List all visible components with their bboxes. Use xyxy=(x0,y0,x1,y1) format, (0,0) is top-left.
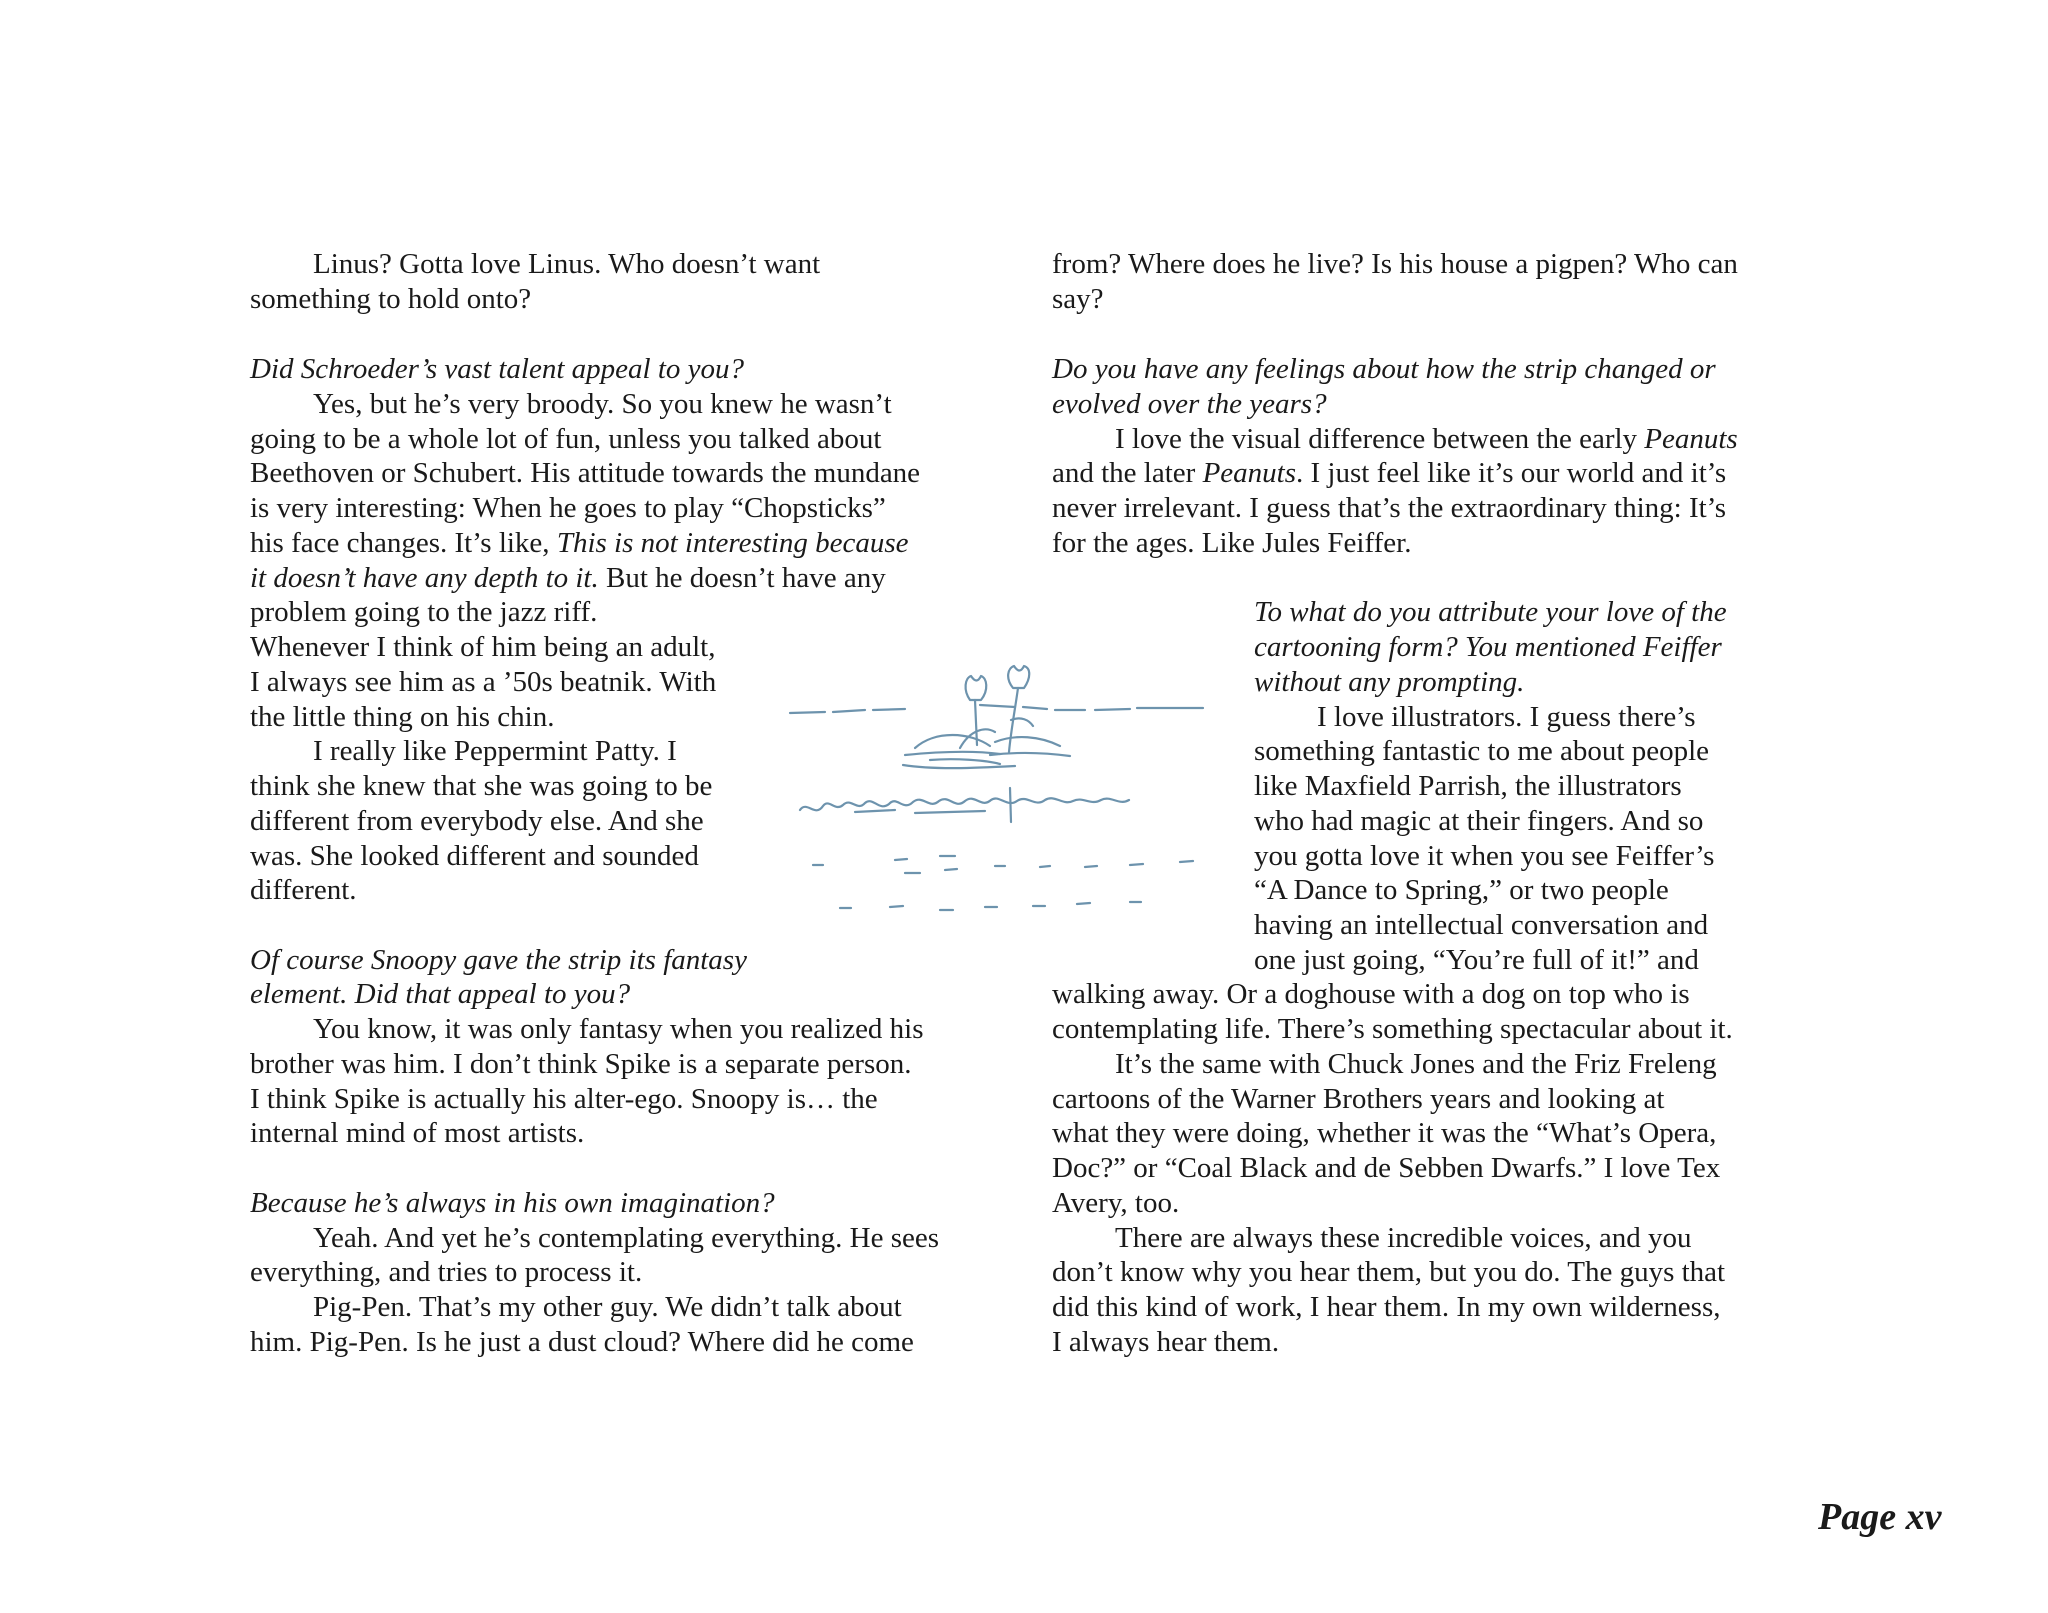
text-line: for the ages. Like Jules Feiffer. xyxy=(1052,527,1412,559)
interview-question: Do you have any feelings about how the strip changed or xyxy=(1052,353,1716,385)
italic-fragment: Peanuts xyxy=(1644,423,1738,455)
text-line: who had magic at their fingers. And so xyxy=(1254,805,1704,837)
text-line: having an intellectual conversation and xyxy=(1254,909,1709,941)
text-line: one just going, “You’re full of it!” and xyxy=(1254,944,1699,976)
text-line: you gotta love it when you see Feiffer’s xyxy=(1254,840,1715,872)
italic-fragment: it doesn’t have any depth to it. xyxy=(250,562,599,594)
text-line: problem going to the jazz riff. xyxy=(250,596,598,628)
text-line: brother was him. I don’t think Spike is a separate person. xyxy=(250,1048,912,1080)
text-fragment: But he doesn’t have any xyxy=(598,562,886,594)
interview-question: element. Did that appeal to you? xyxy=(250,978,631,1010)
text-line: I think Spike is actually his alter-ego. Snoopy is… the xyxy=(250,1083,878,1115)
text-line: was. She looked different and sounded xyxy=(250,840,699,872)
text-line: Doc?” or “Coal Black and de Sebben Dwarfs.” I love Tex xyxy=(1052,1152,1721,1184)
text-line: going to be a whole lot of fun, unless you talked about xyxy=(250,423,882,455)
text-line: like Maxfield Parrish, the illustrators xyxy=(1254,770,1682,802)
text-line: Pig-Pen. That’s my other guy. We didn’t talk about xyxy=(313,1291,902,1323)
text-fragment: . I just feel like it’s our world and it’s xyxy=(1296,457,1727,489)
text-line: I really like Peppermint Patty. I xyxy=(313,735,677,767)
text-line-mixed xyxy=(1115,421,1738,457)
text-line: did this kind of work, I hear them. In my own wilderness, xyxy=(1052,1291,1721,1323)
text-line: internal mind of most artists. xyxy=(250,1117,585,1149)
interview-question: evolved over the years? xyxy=(1052,388,1327,420)
text-line: don’t know why you hear them, but you do. The guys that xyxy=(1052,1256,1726,1288)
text-fragment: his face changes. It’s like, xyxy=(250,527,557,559)
text-line-mixed xyxy=(1052,455,1726,491)
text-fragment: I love the visual difference between the early xyxy=(1115,423,1645,455)
interview-question: without any prompting. xyxy=(1254,666,1525,698)
text-line: There are always these incredible voices, and you xyxy=(1115,1222,1692,1254)
text-line-mixed xyxy=(250,525,909,561)
text-line: the little thing on his chin. xyxy=(250,701,555,733)
text-line: say? xyxy=(1052,283,1104,315)
text-line: You know, it was only fantasy when you realized his xyxy=(313,1013,924,1045)
text-line: Yeah. And yet he’s contemplating everything. He sees xyxy=(313,1222,940,1254)
text-line-mixed xyxy=(250,560,886,596)
text-line: walking away. Or a doghouse with a dog on top who is xyxy=(1052,978,1690,1010)
text-line: Whenever I think of him being an adult, xyxy=(250,631,716,663)
italic-fragment: Peanuts xyxy=(1202,457,1297,489)
tulip-pond-sketch-icon xyxy=(785,660,1215,930)
text-line: from? Where does he live? Is his house a pigpen? Who can xyxy=(1052,248,1738,280)
text-line: I love illustrators. I guess there’s xyxy=(1317,701,1696,733)
text-line: is very interesting: When he goes to play “Chopsticks” xyxy=(250,492,886,524)
text-fragment: and the later xyxy=(1052,457,1203,489)
text-line: I always hear them. xyxy=(1052,1326,1280,1358)
interview-question: Because he’s always in his own imagination? xyxy=(250,1187,775,1219)
text-line: “A Dance to Spring,” or two people xyxy=(1254,874,1669,906)
text-line: everything, and tries to process it. xyxy=(250,1256,643,1288)
text-line: Beethoven or Schubert. His attitude towards the mundane xyxy=(250,457,921,489)
text-line: contemplating life. There’s something spectacular about it. xyxy=(1052,1013,1733,1045)
text-line: Yes, but he’s very broody. So you knew he wasn’t xyxy=(313,388,892,420)
text-line: never irrelevant. I guess that’s the extraordinary thing: It’s xyxy=(1052,492,1727,524)
text-line: him. Pig-Pen. Is he just a dust cloud? Where did he come xyxy=(250,1326,914,1358)
text-line: what they were doing, whether it was the “What’s Opera, xyxy=(1052,1117,1717,1149)
interview-question: Of course Snoopy gave the strip its fantasy xyxy=(250,944,747,976)
text-line: something to hold onto? xyxy=(250,283,532,315)
interview-question: Did Schroeder’s vast talent appeal to you? xyxy=(250,353,745,385)
text-line: It’s the same with Chuck Jones and the Friz Freleng xyxy=(1115,1048,1717,1080)
text-line: Linus? Gotta love Linus. Who doesn’t want xyxy=(313,248,821,280)
italic-fragment: This is not interesting because xyxy=(556,527,909,559)
page-number: Page xv xyxy=(1818,1496,1942,1538)
interview-question: cartooning form? You mentioned Feiffer xyxy=(1254,631,1722,663)
text-line: different. xyxy=(250,874,357,906)
text-line: cartoons of the Warner Brothers years and looking at xyxy=(1052,1083,1665,1115)
interview-question: To what do you attribute your love of the xyxy=(1254,596,1727,628)
text-line: Avery, too. xyxy=(1052,1187,1180,1219)
text-line: I always see him as a ’50s beatnik. With xyxy=(250,666,717,698)
text-line: something fantastic to me about people xyxy=(1254,735,1710,767)
text-line: different from everybody else. And she xyxy=(250,805,704,837)
text-line: think she knew that she was going to be xyxy=(250,770,713,802)
